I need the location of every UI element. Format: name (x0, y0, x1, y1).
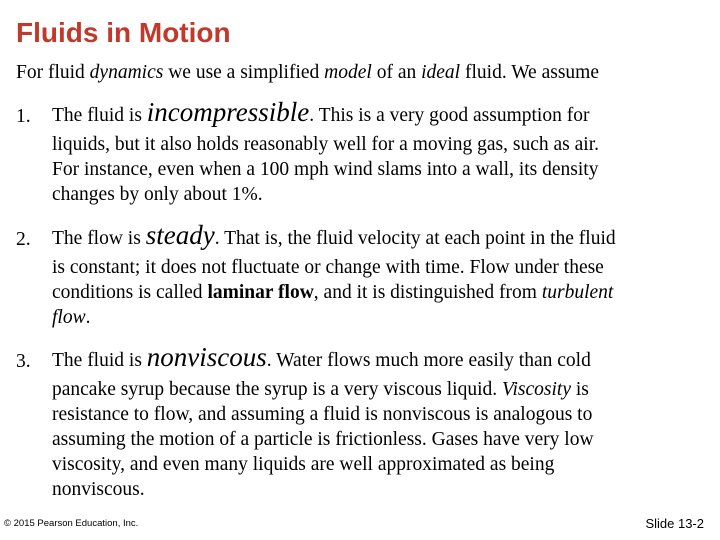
item-first-line: The fluid is nonviscous. Water flows much more easily than cold (52, 342, 591, 372)
slide-title: Fluids in Motion (16, 17, 231, 48)
item-first-line: The fluid is incompressible. This is a very good assumption for (52, 97, 590, 127)
item-body: pancake syrup because the syrup is a very viscous liquid. Viscosity is resistance to flow, and assuming a fluid is nonviscous is analogous to assuming the motion of a particle is frictionless. Gases have very low viscosity, and even many liquids are well approximated as being nonviscous. (52, 379, 594, 500)
slide-number: Slide 13-2 (645, 516, 704, 531)
item-body: liquids, but it also holds reasonably well for a moving gas, such as air. For instance, even when a 100 mph wind slams into a wall, its density changes by only about 1%. (52, 134, 599, 205)
item-number: 3. (16, 351, 31, 372)
item-number: 2. (16, 229, 31, 250)
copyright-text: © 2015 Pearson Education, Inc. (4, 518, 139, 529)
item-first-line: The flow is steady. That is, the fluid velocity at each point in the fluid (52, 220, 616, 250)
intro-text: For fluid dynamics we use a simplified model of an ideal fluid. We assume (16, 62, 599, 83)
item-number: 1. (16, 106, 31, 127)
item-body: is constant; it does not fluctuate or change with time. Flow under these conditions is called laminar flow, and it is distinguished from turbulent flow. (52, 257, 614, 328)
